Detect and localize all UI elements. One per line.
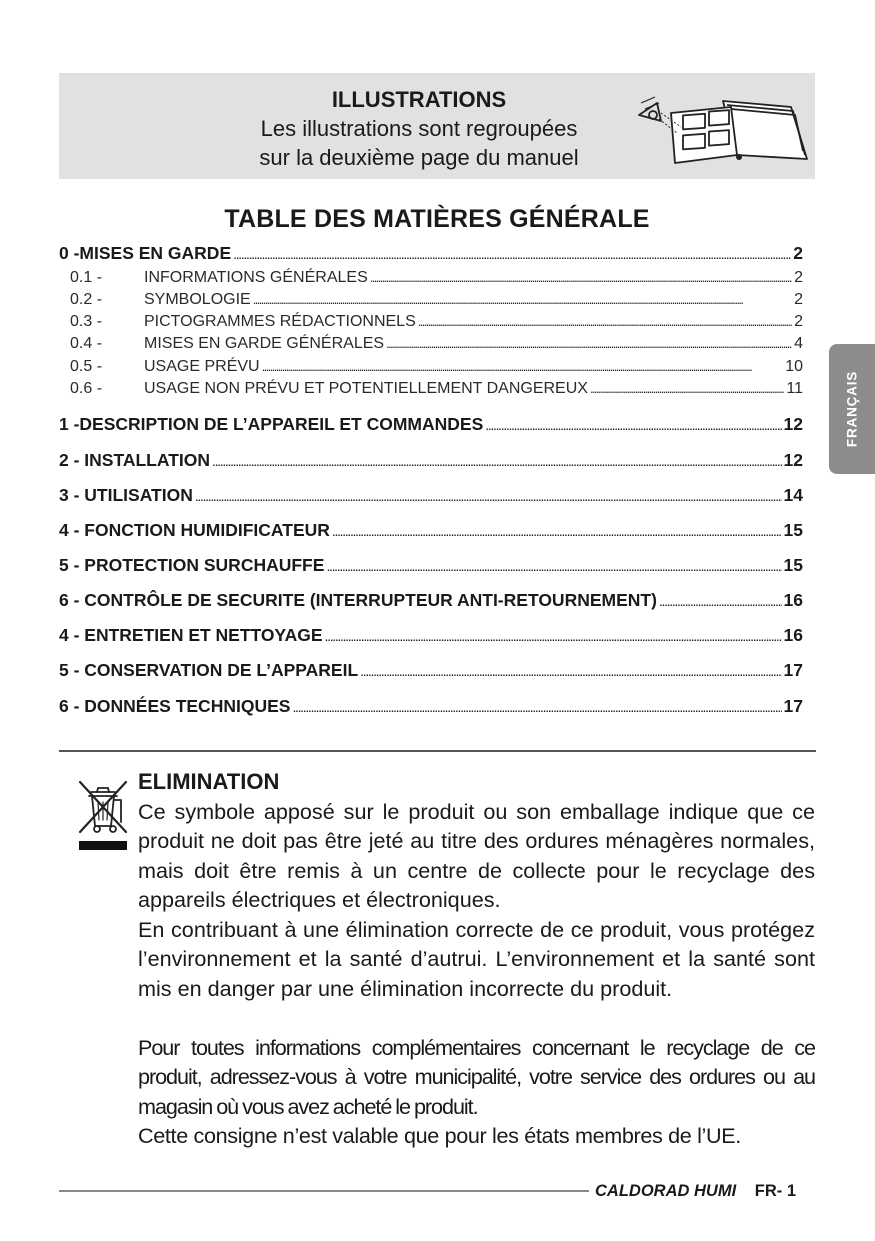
toc-row[interactable]	[59, 660, 803, 681]
toc-entry-label: 3 - UTILISATION	[59, 485, 193, 505]
toc-leader-dots	[370, 269, 792, 287]
toc-subentry-label: INFORMATIONS GÉNÉRALES	[144, 269, 368, 286]
illustrations-banner	[59, 73, 815, 179]
elimination-title: ELIMINATION	[138, 769, 280, 794]
toc-page-number: 15	[783, 555, 803, 575]
toc-subentry-number: 0.1 -	[70, 269, 103, 286]
toc-row[interactable]	[59, 555, 803, 576]
toc-page-number: 17	[783, 660, 803, 680]
toc-page-number: 2	[793, 243, 803, 263]
toc-page-number: 2	[794, 313, 803, 330]
toc-page-number: 10	[785, 358, 803, 375]
section-divider	[59, 750, 816, 752]
illustrations-text	[229, 85, 609, 172]
toc-subrow[interactable]	[59, 358, 803, 376]
illustrations-line-1: Les illustrations sont regroupées	[260, 116, 578, 141]
toc-entry-label: 0 -MISES EN GARDE	[59, 243, 232, 263]
toc-subentry-number: 0.2 -	[70, 291, 103, 308]
toc-row[interactable]	[59, 590, 803, 611]
toc-leader-dots	[360, 660, 781, 681]
toc-entry-label: 5 - CONSERVATION DE L’APPAREIL	[59, 660, 359, 680]
toc-page-number: 11	[786, 380, 803, 397]
toc-subentry-label: USAGE PRÉVU	[144, 358, 260, 375]
toc-leader-dots	[195, 485, 782, 506]
toc-subentry-number: 0.6 -	[70, 380, 103, 397]
illustrations-title: ILLUSTRATIONS	[331, 87, 507, 112]
footer-product-name: CALDORAD HUMI	[595, 1182, 737, 1200]
language-side-tab[interactable]	[829, 344, 875, 474]
toc-row[interactable]	[59, 414, 803, 435]
language-tab-label: FRANÇAIS	[844, 370, 860, 448]
elimination-paragraph-3: Pour toutes informations complémentaires concernant le recyclage de ce produit, adressez-vous à votre municipalité, votre service des ordures ou au magasin où vous avez acheté le produit.	[138, 1035, 815, 1119]
toc-page-number: 14	[783, 485, 803, 505]
footer-rule	[59, 1190, 589, 1192]
crossed-out-wheelie-bin-icon	[77, 778, 129, 852]
toc-subrow[interactable]	[59, 313, 803, 331]
toc-entry-label: 6 - CONTRÔLE DE SECURITE (INTERRUPTEUR ANTI-RETOURNEMENT)	[59, 590, 657, 610]
toc-subentry-label: PICTOGRAMMES RÉDACTIONNELS	[144, 313, 416, 330]
toc-leader-dots	[262, 358, 784, 376]
toc-subrow[interactable]	[59, 269, 803, 287]
toc-row[interactable]	[59, 696, 803, 717]
toc-subentry-label: MISES EN GARDE GÉNÉRALES	[144, 335, 385, 352]
elimination-paragraph-4: Cette consigne n’est valable que pour les états membres de l’UE.	[138, 1123, 741, 1148]
toc-leader-dots	[485, 414, 781, 435]
toc-page-number: 16	[783, 625, 803, 645]
elimination-paragraph-1: Ce symbole apposé sur le produit ou son emballage indique que ce produit ne doit pas être jeté au titre des ordures ménagères normales, mais doit être remis à un centre de collecte pour le recyclage des appareils électriques et électroniques.	[138, 799, 815, 913]
toc-entry-label: 1 -DESCRIPTION DE L’APPAREIL ET COMMANDES	[59, 414, 484, 434]
toc-subrow[interactable]	[59, 380, 803, 398]
footer-page-number: FR- 1	[754, 1182, 796, 1200]
toc-leader-dots	[332, 520, 782, 541]
toc-leader-dots	[292, 696, 781, 717]
toc-leader-dots	[253, 291, 792, 309]
open-manual-book-icon	[631, 93, 811, 167]
toc-page-number: 16	[783, 590, 803, 610]
toc-subentry-label: SYMBOLOGIE	[144, 291, 251, 308]
illustrations-line-2: sur la deuxième page du manuel	[259, 145, 579, 170]
footer	[595, 1180, 796, 1202]
toc-leader-dots	[418, 313, 792, 331]
toc-page-number: 2	[794, 291, 803, 308]
toc-leader-dots	[212, 450, 782, 471]
toc-entry-label: 2 - INSTALLATION	[59, 450, 211, 470]
toc-page-number: 12	[783, 414, 803, 434]
toc-subentry-number: 0.4 -	[70, 335, 103, 352]
toc-entry-label: 6 - DONNÉES TECHNIQUES	[59, 696, 291, 716]
toc-page-number: 17	[783, 696, 803, 716]
toc-leader-dots	[326, 555, 781, 576]
toc-subentry-number: 0.5 -	[70, 358, 103, 375]
toc-leader-dots	[659, 590, 782, 611]
toc-leader-dots	[590, 380, 784, 398]
toc-entry-label: 5 - PROTECTION SURCHAUFFE	[59, 555, 325, 575]
toc-leader-dots	[233, 243, 791, 264]
toc-row[interactable]	[59, 243, 803, 264]
toc-subentry-label: USAGE NON PRÉVU ET POTENTIELLEMENT DANGEREUX	[144, 380, 588, 397]
toc-row[interactable]	[59, 450, 803, 471]
toc-subentry-number: 0.3 -	[70, 313, 103, 330]
toc-row[interactable]	[59, 520, 803, 541]
toc-entry-label: 4 - FONCTION HUMIDIFICATEUR	[59, 520, 330, 540]
toc-page-number: 12	[783, 450, 803, 470]
toc-row[interactable]	[59, 485, 803, 506]
toc-title: TABLE DES MATIÈRES GÉNÉRALE	[224, 205, 650, 233]
toc-page-number: 2	[794, 269, 803, 286]
toc-page-number: 15	[783, 520, 803, 540]
toc-entry-label: 4 - ENTRETIEN ET NETTOYAGE	[59, 625, 323, 645]
toc-page-number: 4	[794, 335, 803, 352]
toc-subrow[interactable]	[59, 291, 803, 309]
toc-row[interactable]	[59, 625, 803, 646]
toc-subrow[interactable]	[59, 335, 803, 353]
toc-leader-dots	[325, 625, 782, 646]
toc-leader-dots	[386, 335, 792, 353]
elimination-paragraph-2: En contribuant à une élimination correcte de ce produit, vous protégez l’environnement et la santé d’autrui. L’environnement et la santé sont mis en danger par une élimination incorrecte du produit.	[138, 917, 815, 1001]
